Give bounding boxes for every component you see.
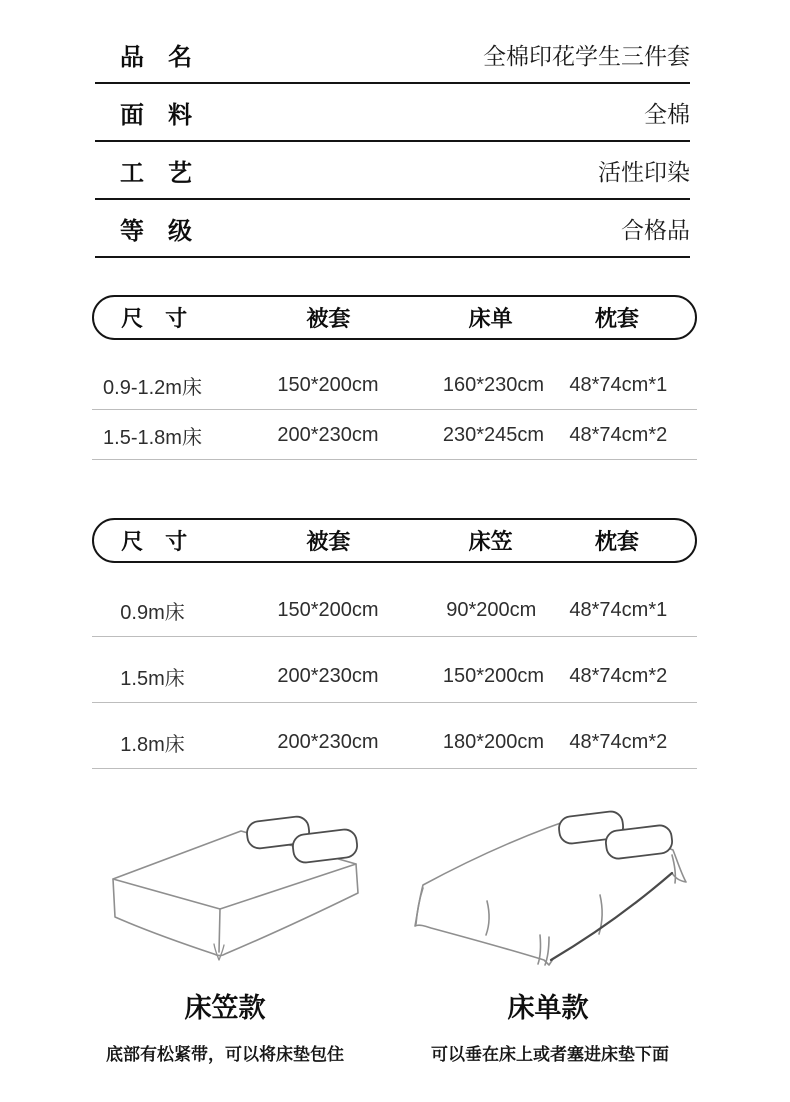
table-cell: 180*200cm (442, 731, 545, 753)
spec-row-fabric (95, 84, 690, 142)
table-row (92, 360, 697, 410)
size-table-flat-sheet (92, 295, 697, 460)
figure-description-fitted-sheet: 底部有松紧带，可以将床垫包住 (106, 1045, 344, 1064)
header-cell-size: 尺 寸 (121, 306, 188, 331)
header-cell-duvet-cover: 被套 (306, 306, 351, 331)
table-cell: 48*74cm*2 (569, 731, 668, 753)
table-cell: 48*74cm*1 (569, 374, 668, 396)
table-cell: 0.9-1.2m床 (103, 377, 202, 399)
header-cell-size: 尺 寸 (121, 529, 188, 554)
spec-label: 面 料 (120, 101, 192, 129)
header-cell-duvet-cover: 被套 (306, 529, 351, 554)
table-cell: 160*230cm (442, 374, 545, 396)
table-cell: 1.5-1.8m床 (103, 427, 202, 449)
figure-title-flat-sheet: 床单款 (507, 993, 589, 1023)
attribute-list (95, 26, 690, 258)
table-cell: 90*200cm (446, 599, 537, 621)
header-cell-pillowcase: 枕套 (594, 529, 639, 554)
table-cell: 1.5m床 (120, 668, 185, 690)
table-row (92, 637, 697, 703)
table-row (92, 703, 697, 769)
flat-sheet-bed-illustration (403, 788, 693, 988)
table-body (92, 571, 697, 769)
figure-title-fitted-sheet: 床笠款 (184, 993, 266, 1023)
table-cell: 230*245cm (442, 424, 545, 446)
header-cell-flat-sheet: 床单 (468, 306, 513, 331)
table-cell: 200*230cm (277, 424, 379, 446)
table-cell: 1.8m床 (120, 734, 185, 756)
table-header-row (92, 518, 697, 563)
table-cell: 150*200cm (277, 599, 379, 621)
table-cell: 48*74cm*2 (569, 424, 668, 446)
spec-label: 工 艺 (120, 159, 192, 187)
table-cell: 48*74cm*2 (569, 665, 668, 687)
spec-value: 合格品 (621, 216, 690, 243)
spec-row-grade (95, 200, 690, 258)
table-cell: 200*230cm (277, 665, 379, 687)
spec-row-craft (95, 142, 690, 200)
table-cell: 150*200cm (277, 374, 379, 396)
table-header-row (92, 295, 697, 340)
table-row (92, 571, 697, 637)
figure-description-flat-sheet: 可以垂在床上或者塞进床垫下面 (431, 1045, 669, 1064)
table-cell: 200*230cm (277, 731, 379, 753)
spec-label: 品 名 (120, 43, 192, 71)
table-cell: 0.9m床 (120, 602, 185, 624)
table-row (92, 410, 697, 460)
spec-value: 全棉印花学生三件套 (483, 42, 690, 69)
header-cell-pillowcase: 枕套 (594, 306, 639, 331)
table-cell: 150*200cm (442, 665, 545, 687)
table-body (92, 360, 697, 460)
header-cell-fitted-sheet: 床笠 (468, 529, 513, 554)
spec-row-product-name (95, 26, 690, 84)
fitted-sheet-bed-illustration (95, 792, 375, 982)
spec-label: 等 级 (120, 217, 192, 245)
table-cell: 48*74cm*1 (569, 599, 668, 621)
size-table-fitted-sheet (92, 518, 697, 769)
spec-value: 全棉 (644, 100, 690, 127)
spec-value: 活性印染 (598, 158, 690, 185)
